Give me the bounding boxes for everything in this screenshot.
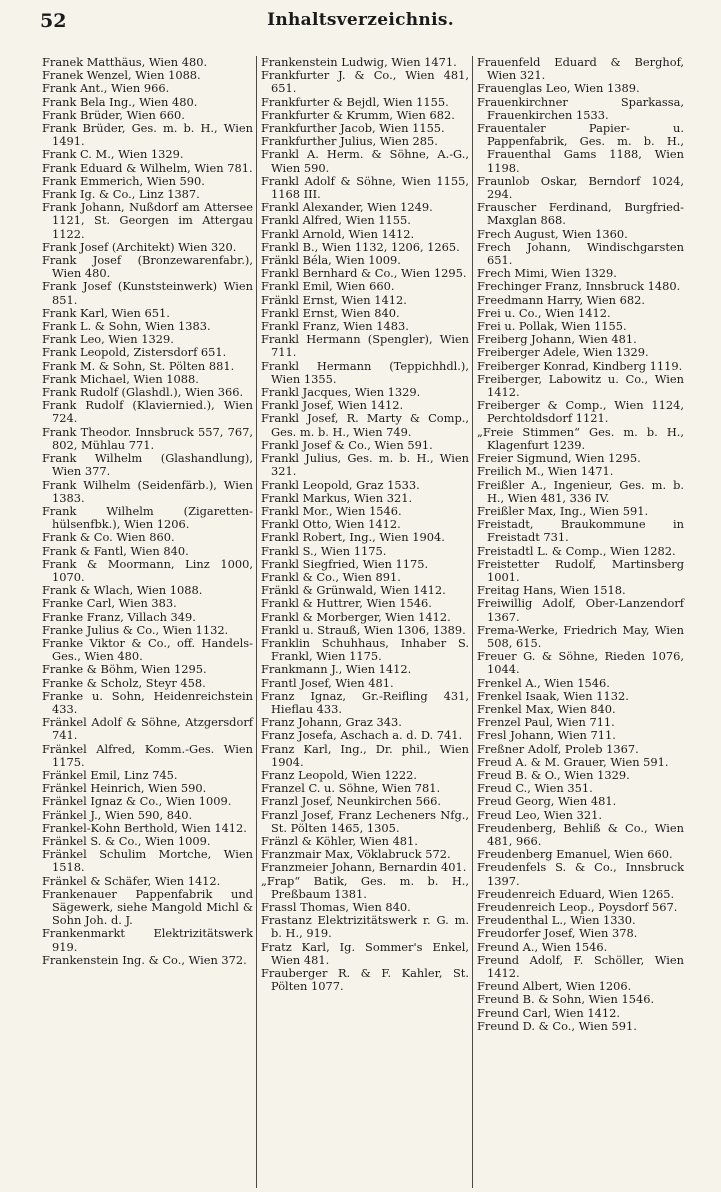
index-entry: Frankl Leopold, Graz 1533. (261, 477, 420, 492)
index-entry: Frankl Arnold, Wien 1412. (261, 226, 415, 241)
index-entry: Frank M. & Sohn, St. Pölten 881. (42, 358, 235, 373)
index-entry: Freud Georg, Wien 481. (477, 794, 617, 809)
index-entry: Frankl Josef & Co., Wien 591. (261, 437, 433, 452)
index-entry: Fränkel Heinrich, Wien 590. (42, 781, 207, 796)
index-entry: Freudenreich Leop., Poysdorf 567. (477, 900, 678, 914)
index-entry: Freudorfer Josef, Wien 378. (477, 926, 638, 941)
page-number: 52 (40, 10, 67, 32)
index-entry: Frauenglas Leo, Wien 1389. (477, 81, 640, 96)
index-entry: Frankl Bernhard & Co., Wien 1295. (261, 266, 467, 281)
index-entry: Freund D. & Co., Wien 591. (477, 1018, 637, 1033)
index-entry: Franz Johann, Graz 343. (261, 715, 402, 730)
index-entry: Freudenfels S. & Co., Innsbruck 1397. (477, 860, 684, 888)
index-entry: Frankl Franz, Wien 1483. (261, 319, 409, 334)
index-entry: Freud B. & O., Wien 1329. (477, 767, 630, 782)
index-entry: Frank & Fantl, Wien 840. (42, 543, 189, 558)
index-entry: Franz Josefa, Aschach a. d. D. 741. (261, 728, 463, 743)
index-entry: Fresl Johann, Wien 711. (477, 728, 616, 743)
index-entry: Fränkl Ernst, Wien 1412. (261, 292, 407, 307)
index-entry: Franzmair Max, Vöklabruck 572. (261, 847, 451, 862)
index-entry: Frankl Emil, Wien 660. (261, 279, 395, 294)
index-entry: Frankl u. Strauß, Wien 1306, 1389. (261, 622, 466, 637)
index-entry: Freistetter Rudolf, Martinsberg 1001. (477, 556, 684, 584)
index-entry: Frassl Thomas, Wien 840. (261, 900, 411, 914)
index-entry: Fränzl & Köhler, Wien 481. (261, 833, 418, 848)
index-entry: Frema-Werke, Friedrich May, Wien 508, 615. (477, 622, 684, 650)
index-entry: Frauenkirchner Sparkassa, Frauenkirchen 1533. (477, 94, 684, 122)
index-entry: Freier Sigmund, Wien 1295. (477, 451, 641, 466)
index-entry: Freud C., Wien 351. (477, 781, 593, 796)
index-entry: Franke Franz, Villach 349. (42, 609, 196, 624)
index-entry: Freiwillig Adolf, Ober-Lanzendorf 1367. (477, 596, 684, 624)
index-entry: Franz Leopold, Wien 1222. (261, 767, 418, 782)
index-entry: Frei u. Pollak, Wien 1155. (477, 319, 627, 334)
index-entry: Franz Ignaz, Gr.-Reifling 431, Hieflau 433. (261, 688, 469, 716)
index-entry: Frankenmarkt Elektrizitätswerk 919. (42, 926, 253, 954)
index-entry: Fratz Karl, Ig. Sommer's Enkel, Wien 481. (261, 939, 469, 967)
index-entry: Freuer G. & Söhne, Rieden 1076, 1044. (477, 649, 684, 677)
index-entry: Frank Bela Ing., Wien 480. (42, 94, 198, 109)
index-entry: Frankfurter & Krumm, Wien 682. (261, 107, 455, 122)
index-entry: Franzel C. u. Söhne, Wien 781. (261, 781, 441, 796)
index-entry: Frankenauer Pappenfabrik und Sägewerk, siehe Mangold Michl & Sohn Joh. d. J. (42, 886, 253, 928)
index-entry: Fränkel Ignaz & Co., Wien 1009. (42, 794, 232, 809)
index-entry: Freund Albert, Wien 1206. (477, 979, 632, 994)
index-entry: Frankl Jacques, Wien 1329. (261, 385, 421, 400)
page-title: Inhaltsverzeichnis. (267, 10, 454, 30)
index-entry: Frank C. M., Wien 1329. (42, 147, 184, 162)
index-entry: Frankl Siegfried, Wien 1175. (261, 556, 429, 571)
index-entry: Frank Brüder, Wien 660. (42, 107, 185, 122)
index-entry: Frank Leopold, Zistersdorf 651. (42, 345, 227, 360)
index-entry: Frank Josef (Bronzewarenfabr.), Wien 480. (42, 253, 253, 281)
index-entry: Frank Josef (Kunststeinwerk) Wien 851. (42, 279, 253, 307)
index-entry: Frankfurter J. & Co., Wien 481, 651. (261, 68, 469, 96)
index-entry: Frank Josef (Architekt) Wien 320. (42, 239, 237, 254)
index-entry: Freund A., Wien 1546. (477, 939, 608, 954)
index-entry: Frank Wilhelm (Zigaretten-hülsenfbk.), Wien 1206. (42, 503, 253, 532)
index-entry: Frech Johann, Windischgarsten 651. (477, 239, 684, 268)
index-entry: Franke Carl, Wien 383. (42, 596, 177, 611)
index-entry: Frank Karl, Wien 651. (42, 305, 170, 320)
index-entry: Frank Eduard & Wilhelm, Wien 781. (42, 160, 253, 175)
index-entry: Frank Rudolf (Glashdl.), Wien 366. (42, 385, 244, 400)
index-entry: Franek Matthäus, Wien 480. (42, 56, 208, 69)
index-entry: Frantl Josef, Wien 481. (261, 675, 394, 690)
index-entry: Frankl Adolf & Söhne, Wien 1155, 1168 III. (261, 173, 469, 202)
index-entry: Frankl Hermann (Teppichhdl.), Wien 1355. (261, 358, 469, 386)
index-entry: Fränkel Alfred, Komm.-Ges. Wien 1175. (42, 741, 253, 769)
index-entry: Frank Leo, Wien 1329. (42, 332, 174, 347)
index-entry: Freiberger, Labowitz u. Co., Wien 1412. (477, 371, 684, 400)
index-entry: Frankl Otto, Wien 1412. (261, 517, 401, 532)
index-entry: Fränkel S. & Co., Wien 1009. (42, 833, 211, 848)
index-entry: Freudenthal L., Wien 1330. (477, 913, 636, 928)
index-entry: Freund B. & Sohn, Wien 1546. (477, 992, 655, 1007)
index-entry: Freißler Max, Ing., Wien 591. (477, 503, 649, 518)
index-entry: Frei u. Co., Wien 1412. (477, 305, 611, 320)
index-entry: Frank Johann, Nußdorf am Attersee 1121, St. Georgen im Attergau 1122. (42, 200, 253, 241)
index-entry: Frank L. & Sohn, Wien 1383. (42, 319, 211, 334)
index-entry: Frenkel Max, Wien 840. (477, 701, 616, 716)
index-entry: Frankl Robert, Ing., Wien 1904. (261, 530, 445, 545)
index-entry: Fränkel Schulim Mortche, Wien 1518. (42, 847, 253, 875)
index-entry: Frankl & Co., Wien 891. (261, 569, 401, 584)
index-columns (42, 56, 687, 1188)
index-entry: Fränkel Adolf & Söhne, Atzgersdorf 741. (42, 715, 253, 743)
index-entry: Fränkel J., Wien 590, 840. (42, 807, 193, 822)
index-entry: Frankl A. Herm. & Söhne, A.-G., Wien 590. (261, 147, 469, 175)
index-entry: Frankl Josef, Wien 1412. (261, 398, 404, 413)
index-entry: Frankl B., Wien 1132, 1206, 1265. (261, 239, 460, 254)
index-entry: Freud A. & M. Grauer, Wien 591. (477, 754, 669, 769)
index-entry: Franklin Schuhhaus, Inhaber S. Frankl, Wien 1175. (261, 635, 469, 664)
index-entry: Franzl Josef, Neunkirchen 566. (261, 794, 441, 809)
index-entry: Frankl Ernst, Wien 840. (261, 305, 400, 320)
index-entry: Frauscher Ferdinand, Burgfried-Maxglan 868. (477, 200, 684, 228)
index-entry: Frank & Co. Wien 860. (42, 530, 175, 545)
index-entry: Frank Michael, Wien 1088. (42, 371, 199, 386)
index-entry: Freißler A., Ingenieur, Ges. m. b. H., Wien 481, 336 IV. (477, 477, 684, 505)
index-entry: Frankl Josef, R. Marty & Comp., Ges. m. b. H., Wien 749. (261, 411, 469, 439)
index-entry: Franek Wenzel, Wien 1088. (42, 68, 201, 83)
index-entry: Freud Leo, Wien 321. (477, 807, 602, 822)
index-entry: Frank Emmerich, Wien 590. (42, 173, 205, 188)
index-entry: Frankl Hermann (Spengler), Wien 711. (261, 332, 469, 360)
index-entry: Franke u. Sohn, Heidenreichstein 433. (42, 688, 253, 716)
index-entry: Fraunlob Oskar, Berndorf 1024, 294. (477, 173, 684, 202)
index-entry: Franke & Böhm, Wien 1295. (42, 662, 207, 677)
index-entry: Frenkel Isaak, Wien 1132. (477, 688, 629, 703)
index-column-3 (472, 56, 687, 1188)
index-entry: Freilich M., Wien 1471. (477, 464, 614, 479)
index-entry: Freßner Adolf, Proleb 1367. (477, 741, 639, 756)
index-entry: Freund Adolf, F. Schöller, Wien 1412. (477, 952, 684, 981)
index-entry: Frankl S., Wien 1175. (261, 543, 387, 558)
index-entry: Franke Viktor & Co., off. Handels-Ges., Wien 480. (42, 635, 253, 664)
index-entry: Frankfurter & Bejdl, Wien 1155. (261, 94, 449, 109)
index-entry: Freedmann Harry, Wien 682. (477, 292, 645, 307)
index-entry: Freudenberg, Behliß & Co., Wien 481, 966. (477, 820, 684, 848)
index-entry: Frank & Moormann, Linz 1000, 1070. (42, 556, 253, 584)
index-entry: Fränkl & Grünwald, Wien 1412. (261, 583, 446, 598)
index-entry: Frankfurther Julius, Wien 285. (261, 134, 438, 149)
index-entry: Franzl Josef, Franz Lecheners Nfg., St. Pölten 1465, 1305. (261, 807, 469, 835)
index-entry: Frankmann J., Wien 1412. (261, 662, 412, 677)
index-entry: Frech August, Wien 1360. (477, 226, 628, 241)
index-entry: Frank Ant., Wien 966. (42, 81, 170, 96)
index-entry: Frankfurther Jacob, Wien 1155. (261, 121, 445, 136)
index-entry: Freund Carl, Wien 1412. (477, 1005, 620, 1020)
index-entry: Frankenstein Ing. & Co., Wien 372. (42, 952, 247, 967)
index-entry: Franke Julius & Co., Wien 1132. (42, 622, 229, 637)
index-entry: Freiberger & Comp., Wien 1124, Perchtoldsdorf 1121. (477, 398, 684, 426)
index-entry: Frauenfeld Eduard & Berghof, Wien 321. (477, 56, 684, 83)
index-entry: Frenkel A., Wien 1546. (477, 675, 610, 690)
index-entry: Frankl Alfred, Wien 1155. (261, 213, 411, 228)
index-entry: Franz Karl, Ing., Dr. phil., Wien 1904. (261, 741, 469, 769)
index-entry: Freistadtl L. & Comp., Wien 1282. (477, 543, 676, 558)
index-entry: Frank & Wlach, Wien 1088. (42, 583, 203, 598)
index-entry: „Freie Stimmen“ Ges. m. b. H., Klagenfurt 1239. (477, 424, 684, 452)
index-entry: Frauberger R. & F. Kahler, St. Pölten 1077. (261, 966, 469, 994)
index-entry: Frankenstein Ludwig, Wien 1471. (261, 56, 457, 69)
index-entry: Frank Brüder, Ges. m. b. H., Wien 1491. (42, 121, 253, 149)
index-entry: Freistadt, Braukommune in Freistadt 731. (477, 517, 684, 545)
index-entry: Frankl Julius, Ges. m. b. H., Wien 321. (261, 451, 469, 479)
index-entry: Frank Theodor. Innsbruck 557, 767, 802, Mühlau 771. (42, 424, 253, 452)
index-entry: Frankl Markus, Wien 321. (261, 490, 413, 505)
index-entry: Franzmeier Johann, Bernardin 401. (261, 860, 467, 875)
index-entry: Frankl & Huttrer, Wien 1546. (261, 596, 432, 611)
index-entry: Freudenberg Emanuel, Wien 660. (477, 847, 673, 862)
index-entry: Frank Wilhelm (Seidenfärb.), Wien 1383. (42, 477, 253, 505)
index-entry: Freudenreich Eduard, Wien 1265. (477, 886, 675, 901)
page-header (0, 4, 721, 44)
index-entry: Freiberger Adele, Wien 1329. (477, 345, 649, 360)
index-entry: Frech Mimi, Wien 1329. (477, 266, 617, 281)
index-entry: Fränkl Béla, Wien 1009. (261, 253, 401, 268)
index-column-1 (42, 56, 256, 1188)
index-entry: Frankl Mor., Wien 1546. (261, 503, 402, 518)
index-entry: Freitag Hans, Wien 1518. (477, 583, 626, 598)
index-entry: Fränkel & Schäfer, Wien 1412. (42, 873, 221, 888)
index-entry: Frankl Alexander, Wien 1249. (261, 200, 433, 215)
index-entry: Frankl & Morberger, Wien 1412. (261, 609, 451, 624)
index-entry: Freiberger Konrad, Kindberg 1119. (477, 358, 683, 373)
index-entry: Fränkel Emil, Linz 745. (42, 767, 178, 782)
index-column-2 (256, 56, 472, 1188)
index-entry: Frenzel Paul, Wien 711. (477, 715, 615, 730)
index-entry: „Frap“ Batik, Ges. m. b. H., Preßbaum 1381. (261, 873, 469, 901)
index-entry: Frank Ig. & Co., Linz 1387. (42, 187, 200, 202)
index-entry: Frechinger Franz, Innsbruck 1480. (477, 279, 681, 294)
index-entry: Frank Rudolf (Klaviernied.), Wien 724. (42, 398, 253, 426)
index-entry: Frank Wilhelm (Glashandlung), Wien 377. (42, 451, 253, 479)
index-entry: Frauentaler Papier- u. Pappenfabrik, Ges. m. b. H., Frauenthal Gams 1188, Wien 1198. (477, 121, 684, 175)
index-entry: Frankel-Kohn Berthold, Wien 1412. (42, 820, 247, 835)
index-entry: Franke & Scholz, Steyr 458. (42, 675, 206, 690)
index-entry: Frastanz Elektrizitätswerk r. G. m. b. H., 919. (261, 913, 469, 941)
index-entry: Freiberg Johann, Wien 481. (477, 332, 637, 347)
